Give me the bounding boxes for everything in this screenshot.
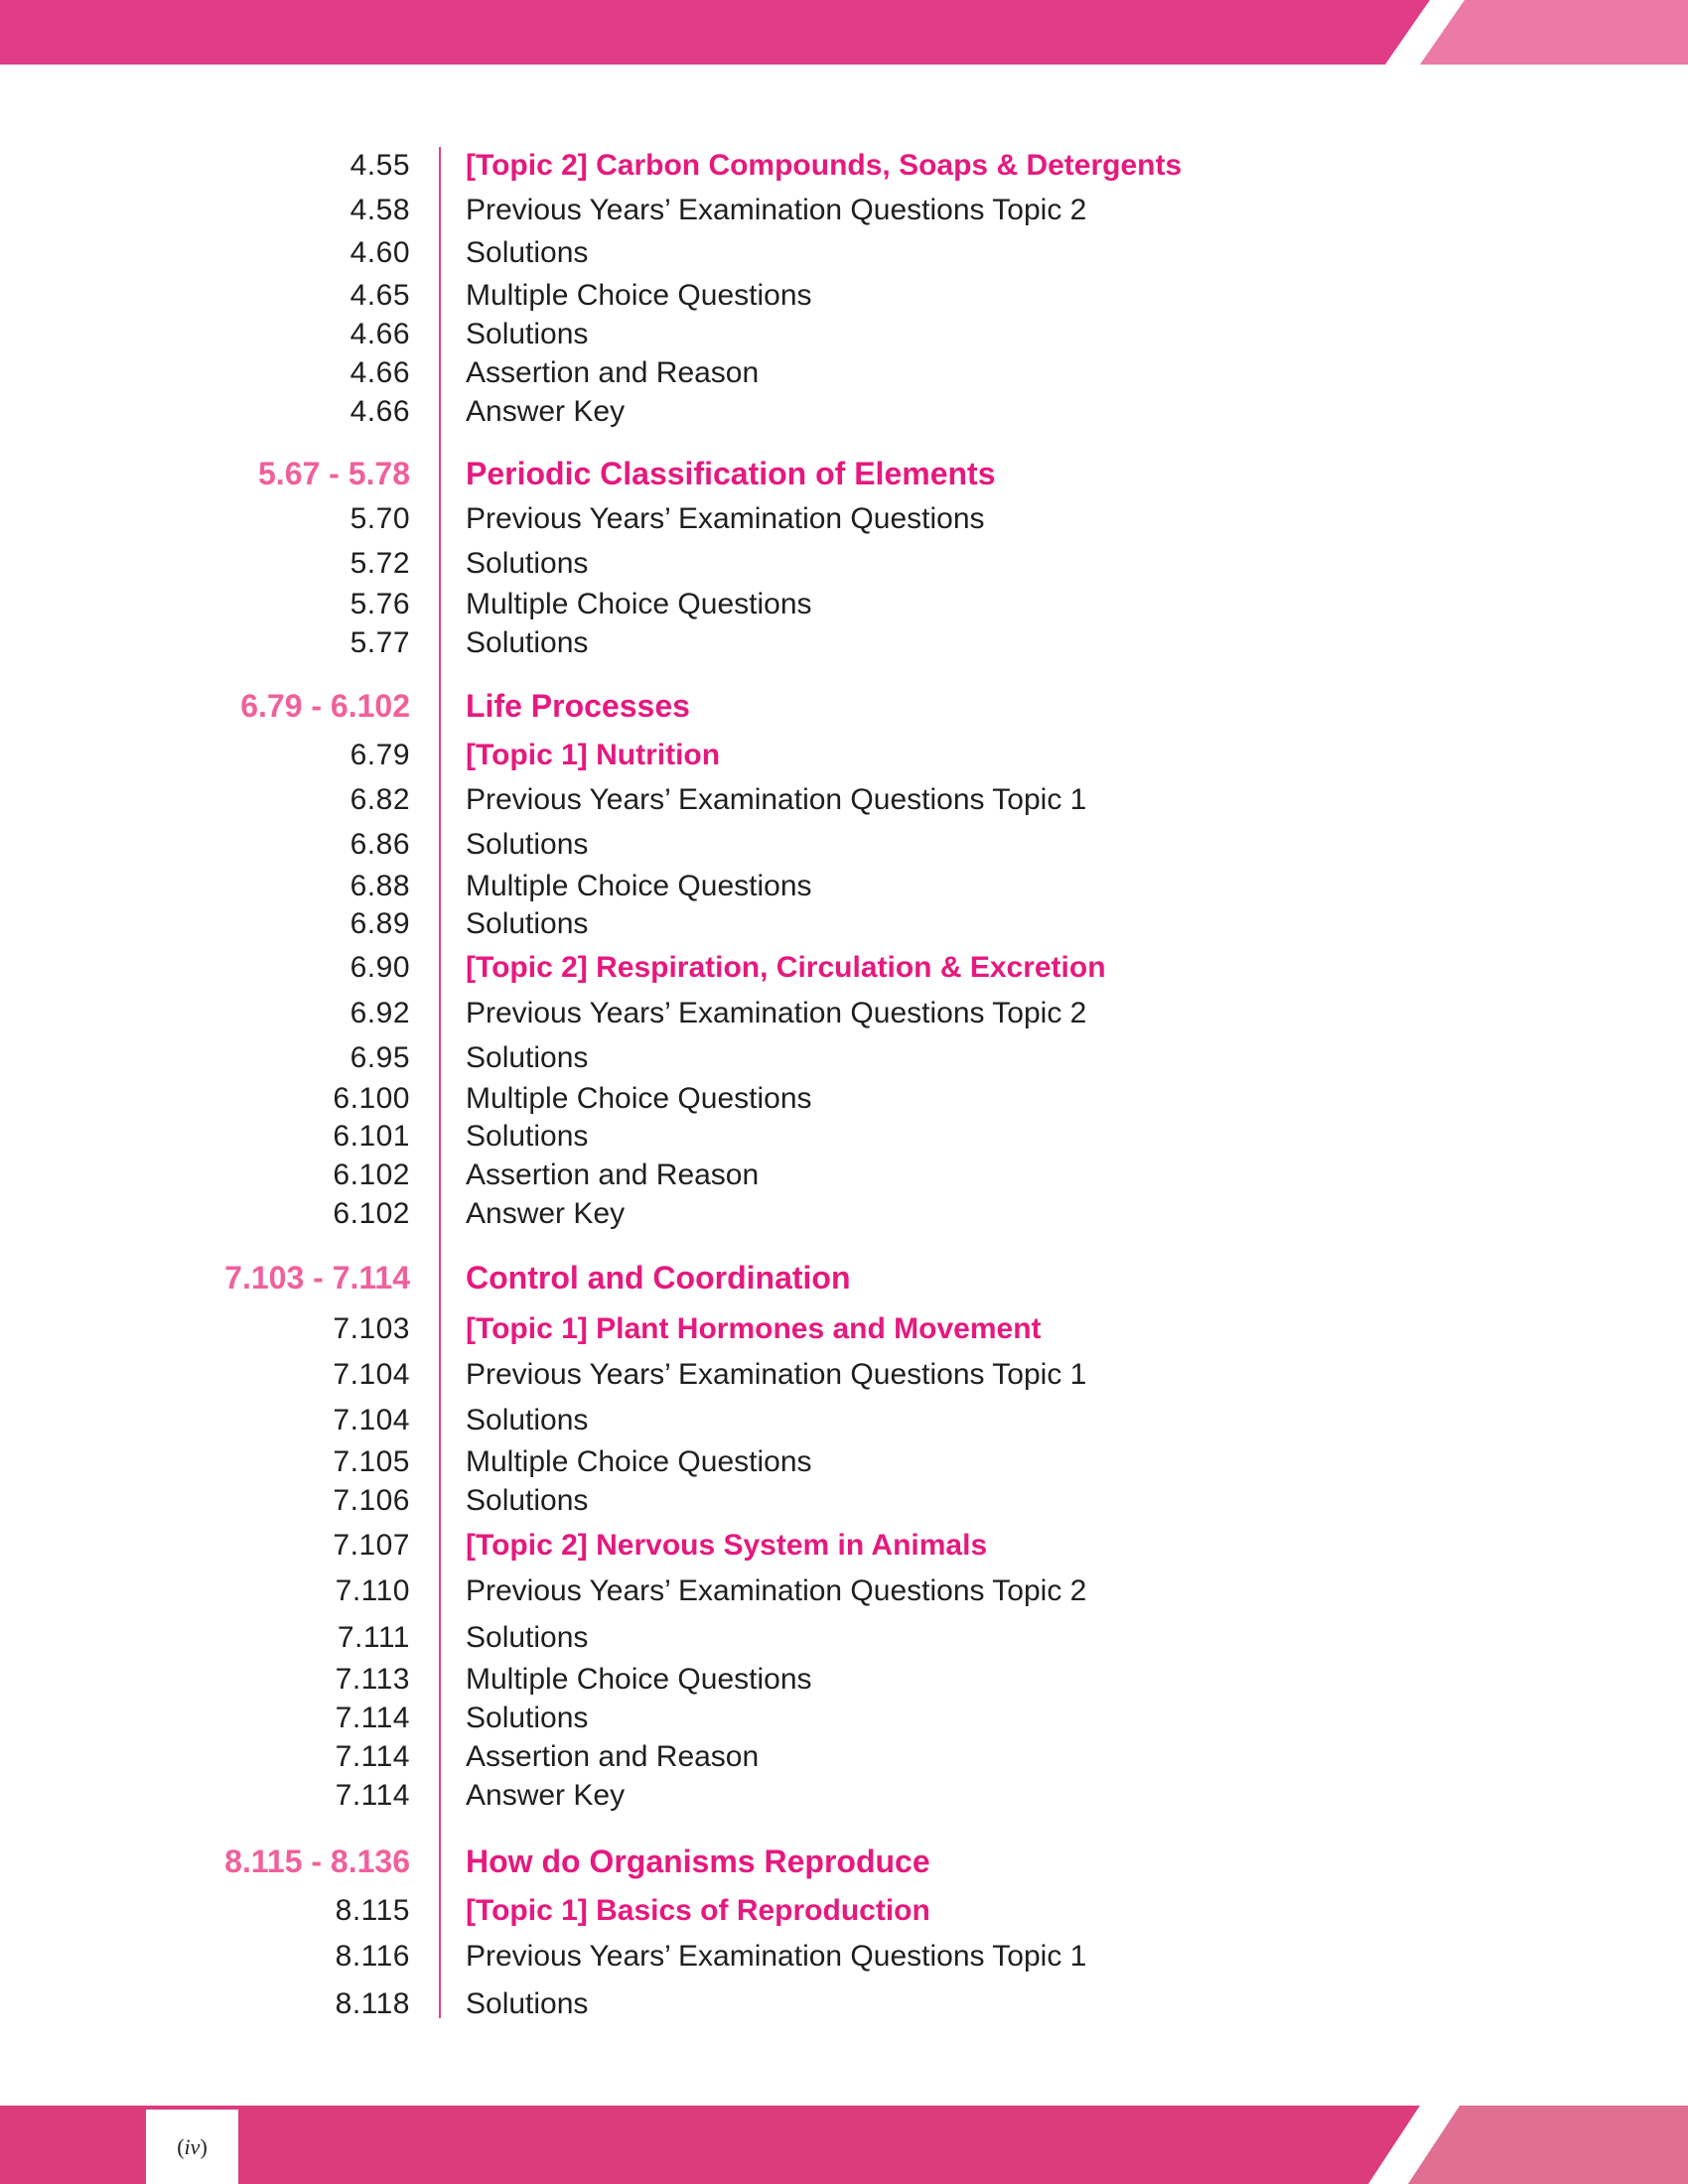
toc-item-title: Multiple Choice Questions [466,870,812,902]
toc-item-title: Solutions [466,1484,589,1517]
toc-page-number: 7.104 [333,1358,410,1391]
toc-item-title: Solutions [466,626,589,659]
toc-page-number: 4.66 [350,356,410,389]
toc-page-number: 4.65 [350,279,410,312]
toc-page-number: 7.103 [333,1312,410,1345]
toc-chapter-title: How do Organisms Reproduce [466,1843,930,1879]
toc-item-title: Solutions [466,1404,589,1436]
toc-page-number: 7.111 [337,1621,410,1654]
page-number: ( iv ) [146,2110,238,2184]
toc-page-number: 6.79 [350,739,410,771]
toc-topic-title: [Topic 2] Respiration, Circulation & Excretion [466,951,1106,984]
toc-item-title: Multiple Choice Questions [466,1663,812,1696]
page-number-text: iv [184,2133,201,2159]
toc-topic-title: [Topic 2] Carbon Compounds, Soaps & Detergents [466,149,1183,182]
toc-item-title: Previous Years’ Examination Questions Topic 2 [466,1574,1087,1607]
toc-page-number: 4.55 [350,149,410,182]
toc-item-title: Solutions [466,828,589,861]
toc-item-title: Previous Years’ Examination Questions Topic 2 [466,194,1087,226]
toc-page-number: 6.100 [333,1082,410,1115]
toc-page-number: 7.103 - 7.114 [224,1260,410,1296]
toc-page-number: 7.114 [335,1779,410,1812]
toc-item-title: Solutions [466,1621,589,1654]
toc-page-number: 4.58 [350,194,410,226]
toc-page-number: 6.82 [350,783,410,816]
toc-item-title: Previous Years’ Examination Questions [466,502,985,535]
toc-page-number: 6.92 [350,997,410,1029]
toc-item-title: Solutions [466,1041,589,1074]
toc-item-title: Assertion and Reason [466,1740,760,1773]
toc-page-number: 6.101 [333,1120,410,1153]
toc-item-title: Answer Key [466,395,626,428]
toc-item-title: Answer Key [466,1779,626,1812]
toc-page-number: 6.102 [333,1197,410,1230]
toc-page-number: 8.118 [335,1987,410,2020]
toc-divider [439,147,441,2018]
toc-item-title: Assertion and Reason [466,1159,760,1191]
toc-page-number: 7.114 [335,1702,410,1734]
toc-page-number: 4.60 [350,236,410,269]
toc-item-title: Previous Years’ Examination Questions Topic 1 [466,1940,1087,1973]
toc-page-number: 8.115 [335,1894,410,1927]
toc-page-number: 7.106 [333,1484,410,1517]
toc-page-number: 7.114 [335,1740,410,1773]
toc-page-number: 6.89 [350,907,410,940]
toc-item-title: Solutions [466,1702,589,1734]
toc-chapter-title: Periodic Classification of Elements [466,456,996,491]
toc-item-title: Multiple Choice Questions [466,1082,812,1115]
toc-item-title: Solutions [466,1120,589,1153]
toc-topic-title: [Topic 1] Nutrition [466,739,721,771]
toc-topic-title: [Topic 2] Nervous System in Animals [466,1529,988,1562]
toc-page-number: 6.79 - 6.102 [240,688,410,724]
toc-page-number: 6.102 [333,1159,410,1191]
toc-page-number: 7.107 [333,1529,410,1562]
toc-item-title: Solutions [466,318,589,350]
toc-item-title: Multiple Choice Questions [466,588,812,620]
toc-page-number: 5.76 [350,588,410,620]
toc-item-title: Solutions [466,1987,589,2020]
toc-page-number: 4.66 [350,395,410,428]
toc-item-title: Solutions [466,907,589,940]
toc-page-number: 4.66 [350,318,410,350]
toc-item-title: Multiple Choice Questions [466,1445,812,1478]
toc-page-number: 7.110 [335,1574,410,1607]
toc-page-number: 6.90 [350,951,410,984]
toc-page-number: 6.95 [350,1041,410,1074]
toc-topic-title: [Topic 1] Plant Hormones and Movement [466,1312,1042,1345]
toc-page-number: 7.104 [333,1404,410,1436]
toc-page-number: 6.86 [350,828,410,861]
toc-item-title: Previous Years’ Examination Questions Topic 2 [466,997,1087,1029]
toc-topic-title: [Topic 1] Basics of Reproduction [466,1894,930,1927]
toc-page-number: 5.70 [350,502,410,535]
toc-item-title: Multiple Choice Questions [466,279,812,312]
toc-page-number: 5.67 - 5.78 [258,456,410,491]
toc-chapter-title: Life Processes [466,688,690,724]
toc-item-title: Previous Years’ Examination Questions Topic 1 [466,783,1087,816]
toc-item-title: Answer Key [466,1197,626,1230]
toc-page-number: 5.77 [350,626,410,659]
toc-item-title: Solutions [466,236,589,269]
toc-page-number: 8.116 [335,1940,410,1973]
toc-chapter-title: Control and Coordination [466,1260,851,1296]
toc-item-title: Solutions [466,547,589,580]
toc-page-number: 8.115 - 8.136 [224,1843,410,1879]
toc-page-number: 6.88 [350,870,410,902]
toc-page-number: 5.72 [350,547,410,580]
toc-item-title: Assertion and Reason [466,356,760,389]
toc-item-title: Previous Years’ Examination Questions Topic 1 [466,1358,1087,1391]
toc-page-number: 7.105 [333,1445,410,1478]
toc-page-number: 7.113 [335,1663,410,1696]
